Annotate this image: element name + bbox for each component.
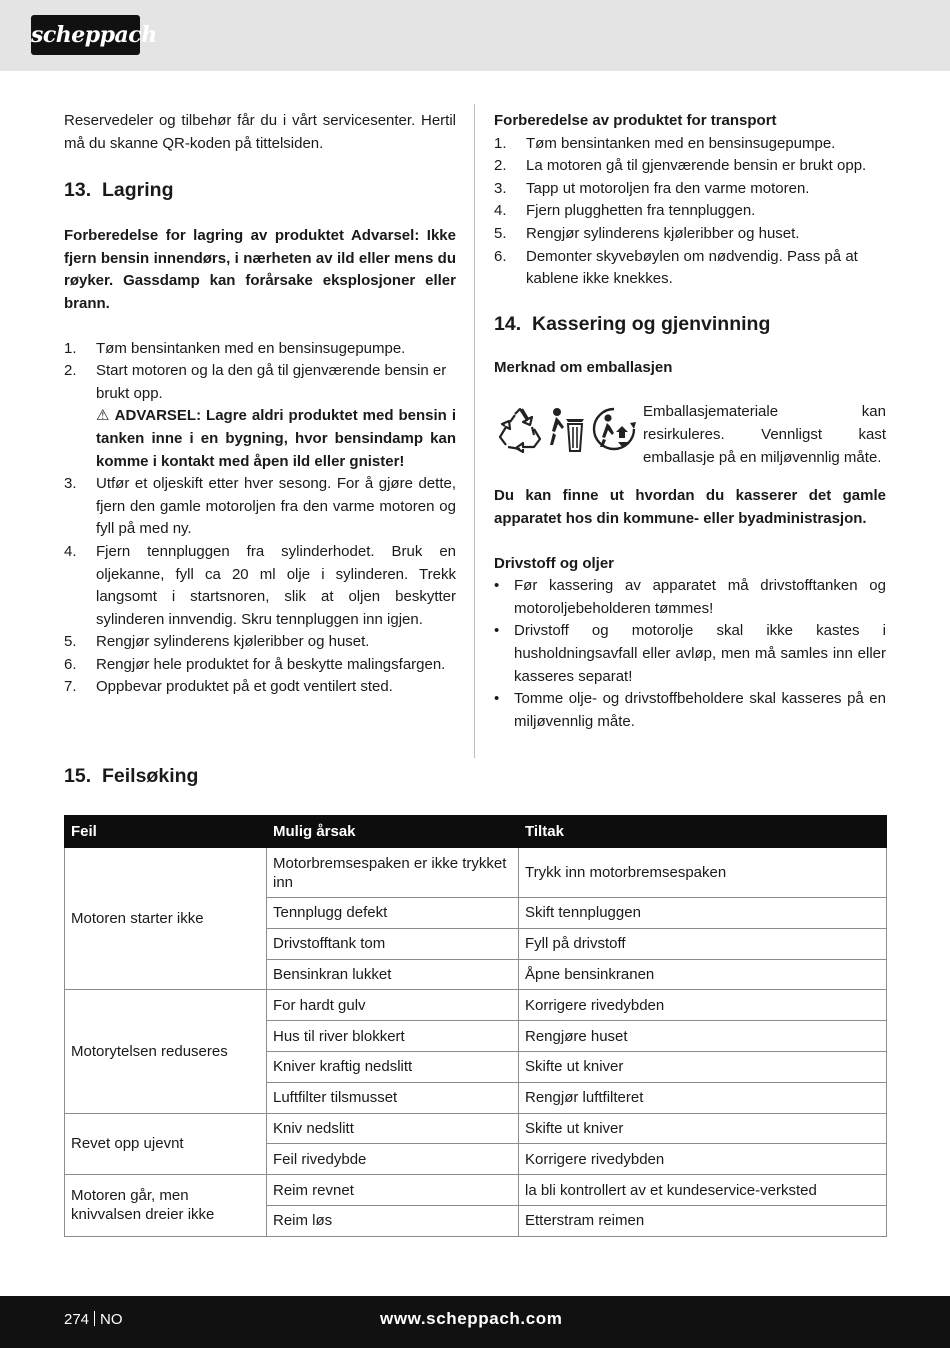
brand-logo: scheppach (31, 15, 140, 55)
header-band (0, 0, 950, 71)
action-cell: Rengjøre huset (519, 1021, 887, 1052)
action-cell: Skifte ut kniver (519, 1113, 887, 1144)
action-cell: Åpne bensinkranen (519, 959, 887, 990)
action-cell: la bli kontrollert av et kundeservice-verksted (519, 1175, 887, 1206)
right-column (494, 110, 886, 733)
footer (0, 1296, 950, 1348)
list-item: 2. La motoren gå til gjenværende bensin er brukt opp. (494, 157, 867, 175)
troubleshooting-table (64, 815, 887, 1237)
cause-cell: Kniver kraftig nedslitt (267, 1051, 519, 1082)
section-number: 15. (64, 765, 92, 787)
action-cell: Fyll på drivstoff (519, 928, 887, 959)
list-item: • Tomme olje- og drivstoffbeholdere skal kasseres på en miljøvennlig måte. (494, 688, 886, 733)
fault-cell: Motorytelsen reduseres (65, 990, 267, 1113)
cause-cell: Reim løs (267, 1205, 519, 1236)
cause-cell: Bensinkran lukket (267, 959, 519, 990)
fault-cell: Motoren starter ikke (65, 848, 267, 990)
section-number: 13. (64, 179, 92, 202)
section-title: Kassering og gjenvinning (532, 312, 771, 335)
packaging-icons (494, 405, 640, 457)
cause-cell: Motorbremsespaken er ikke trykket inn (267, 848, 519, 898)
list-item: 1. Tøm bensintanken med en bensinsugepumpe. (494, 134, 836, 152)
action-cell: Rengjør luftfilteret (519, 1082, 887, 1113)
intro-text: Reservedeler og tilbehør får du i vårt servicesenter. Hertil må du skanne QR-koden på tittelsiden. (64, 112, 456, 152)
storage-warning: Forberedelse for lagring av produktet Advarsel: Ikke fjern bensin innendørs, i nærheten av ild eller mens du røyker. Gassdamp kan forårsake eksplosjoner eller brann. (64, 227, 456, 312)
list-item: 4. Fjern plugghetten fra tennpluggen. (494, 202, 756, 220)
list-item: 5. Rengjør sylinderens kjøleribber og huset. (494, 224, 800, 242)
page-indicator (64, 1310, 123, 1330)
action-cell: Trykk inn motorbremsespaken (519, 848, 887, 898)
table-row (65, 1113, 887, 1144)
list-item: 3. Tapp ut motoroljen fra den varme motoren. (494, 179, 810, 197)
language-code: NO (100, 1311, 123, 1328)
list-item: 6. Rengjør hele produktet for å beskytte malingsfargen. (64, 655, 446, 673)
cause-cell: Luftfilter tilsmusset (267, 1082, 519, 1113)
section-number: 14. (494, 312, 522, 335)
cause-cell: Drivstofftank tom (267, 928, 519, 959)
packaging-row (494, 401, 886, 471)
cause-cell: Kniv nedslitt (267, 1113, 519, 1144)
list-item: 2. Start motoren og la den gå til gjenværende bensin er brukt opp. ⚠ ADVARSEL: Lagre aldri produktet med bensin i tanken inne i en bygning, hvor bensindamp kan komme i kontakt med åpen ild eller gnister! (64, 360, 456, 473)
cause-cell: Hus til river blokkert (267, 1021, 519, 1052)
section-title: Lagring (102, 179, 174, 202)
website-link[interactable]: www.scheppach.com (380, 1309, 563, 1328)
page-number: 274 (64, 1311, 90, 1328)
table-row (65, 848, 887, 898)
section-15-heading (64, 763, 198, 789)
column-header: Feil (65, 816, 267, 848)
action-cell: Etterstram reimen (519, 1205, 887, 1236)
list-item: 4. Fjern tennpluggen fra sylinderhodet. Bruk en oljekanne, fyll ca 20 ml olje i sylinderen. Trekk langsomt i startsnoren, slik at oljen beskytter sylinderen innvendig. Skru tennpluggen inn igjen. (64, 542, 456, 628)
list-item: 5. Rengjør sylinderens kjøleribber og huset. (64, 633, 370, 651)
list-item: 6. Demonter skyvebøylen om nødvendig. Pass på at kablene ikke knekkes. (494, 247, 858, 288)
packaging-text: Emballasjemateriale kan resirkuleres. Vennligst kast emballasje på en miljøvennlig måte. (643, 403, 886, 466)
transport-steps (494, 133, 886, 291)
fuel-list (494, 575, 886, 733)
column-divider (474, 104, 475, 758)
recycle-icon (496, 405, 544, 453)
cause-cell: Feil rivedybde (267, 1144, 519, 1175)
storage-steps (64, 338, 456, 700)
recycle-person-icon (590, 405, 638, 453)
table-header-row (65, 816, 887, 848)
separator (94, 1311, 95, 1326)
list-item: • Før kassering av apparatet må drivstofftanken og motoroljebeholderen tømmes! (494, 575, 886, 620)
action-cell: Korrigere rivedybden (519, 1144, 887, 1175)
table-row (65, 990, 887, 1021)
section-title: Feilsøking (102, 765, 199, 787)
cause-cell: Reim revnet (267, 1175, 519, 1206)
column-header: Mulig årsak (267, 816, 519, 848)
action-cell: Skifte ut kniver (519, 1051, 887, 1082)
fault-cell: Revet opp ujevnt (65, 1113, 267, 1175)
action-cell: Skift tennpluggen (519, 898, 887, 929)
column-header: Tiltak (519, 816, 887, 848)
cause-cell: For hardt gulv (267, 990, 519, 1021)
fuel-title: Drivstoff og oljer (494, 554, 615, 572)
disposal-note: Du kan finne ut hvordan du kasserer det gamle apparatet hos din kommune- eller byadministrasjon. (494, 487, 886, 527)
action-cell: Korrigere rivedybden (519, 990, 887, 1021)
list-item: 1. Tøm bensintanken med en bensinsugepumpe. (64, 339, 406, 357)
list-item: • Drivstoff og motorolje skal ikke kastes i husholdningsavfall eller avløp, men må samles inn eller kasseres separat! (494, 620, 886, 688)
list-item: 3. Utfør et oljeskift etter hver sesong. For å gjøre dette, fjern den gamle motoroljen fra den varme motoren og fyll på med ny. (64, 475, 456, 538)
transport-title: Forberedelse av produktet for transport (494, 112, 777, 129)
table-row (65, 1175, 887, 1206)
list-item: 7. Oppbevar produktet på et godt ventilert sted. (64, 678, 393, 696)
trash-bin-icon (546, 405, 586, 455)
cause-cell: Tennplugg defekt (267, 898, 519, 929)
advarsel-warning: ⚠ ADVARSEL: Lagre aldri produktet med bensin i tanken inne i en bygning, hvor bensindamp kan komme i kontakt med åpen ild eller gnister! (96, 407, 456, 470)
fault-cell: Motoren går, men knivvalsen dreier ikke (65, 1175, 267, 1237)
packaging-title: Merknad om emballasjen (494, 358, 673, 376)
left-column (64, 110, 456, 699)
section-14-heading (494, 311, 886, 337)
section-13-heading (64, 177, 456, 203)
